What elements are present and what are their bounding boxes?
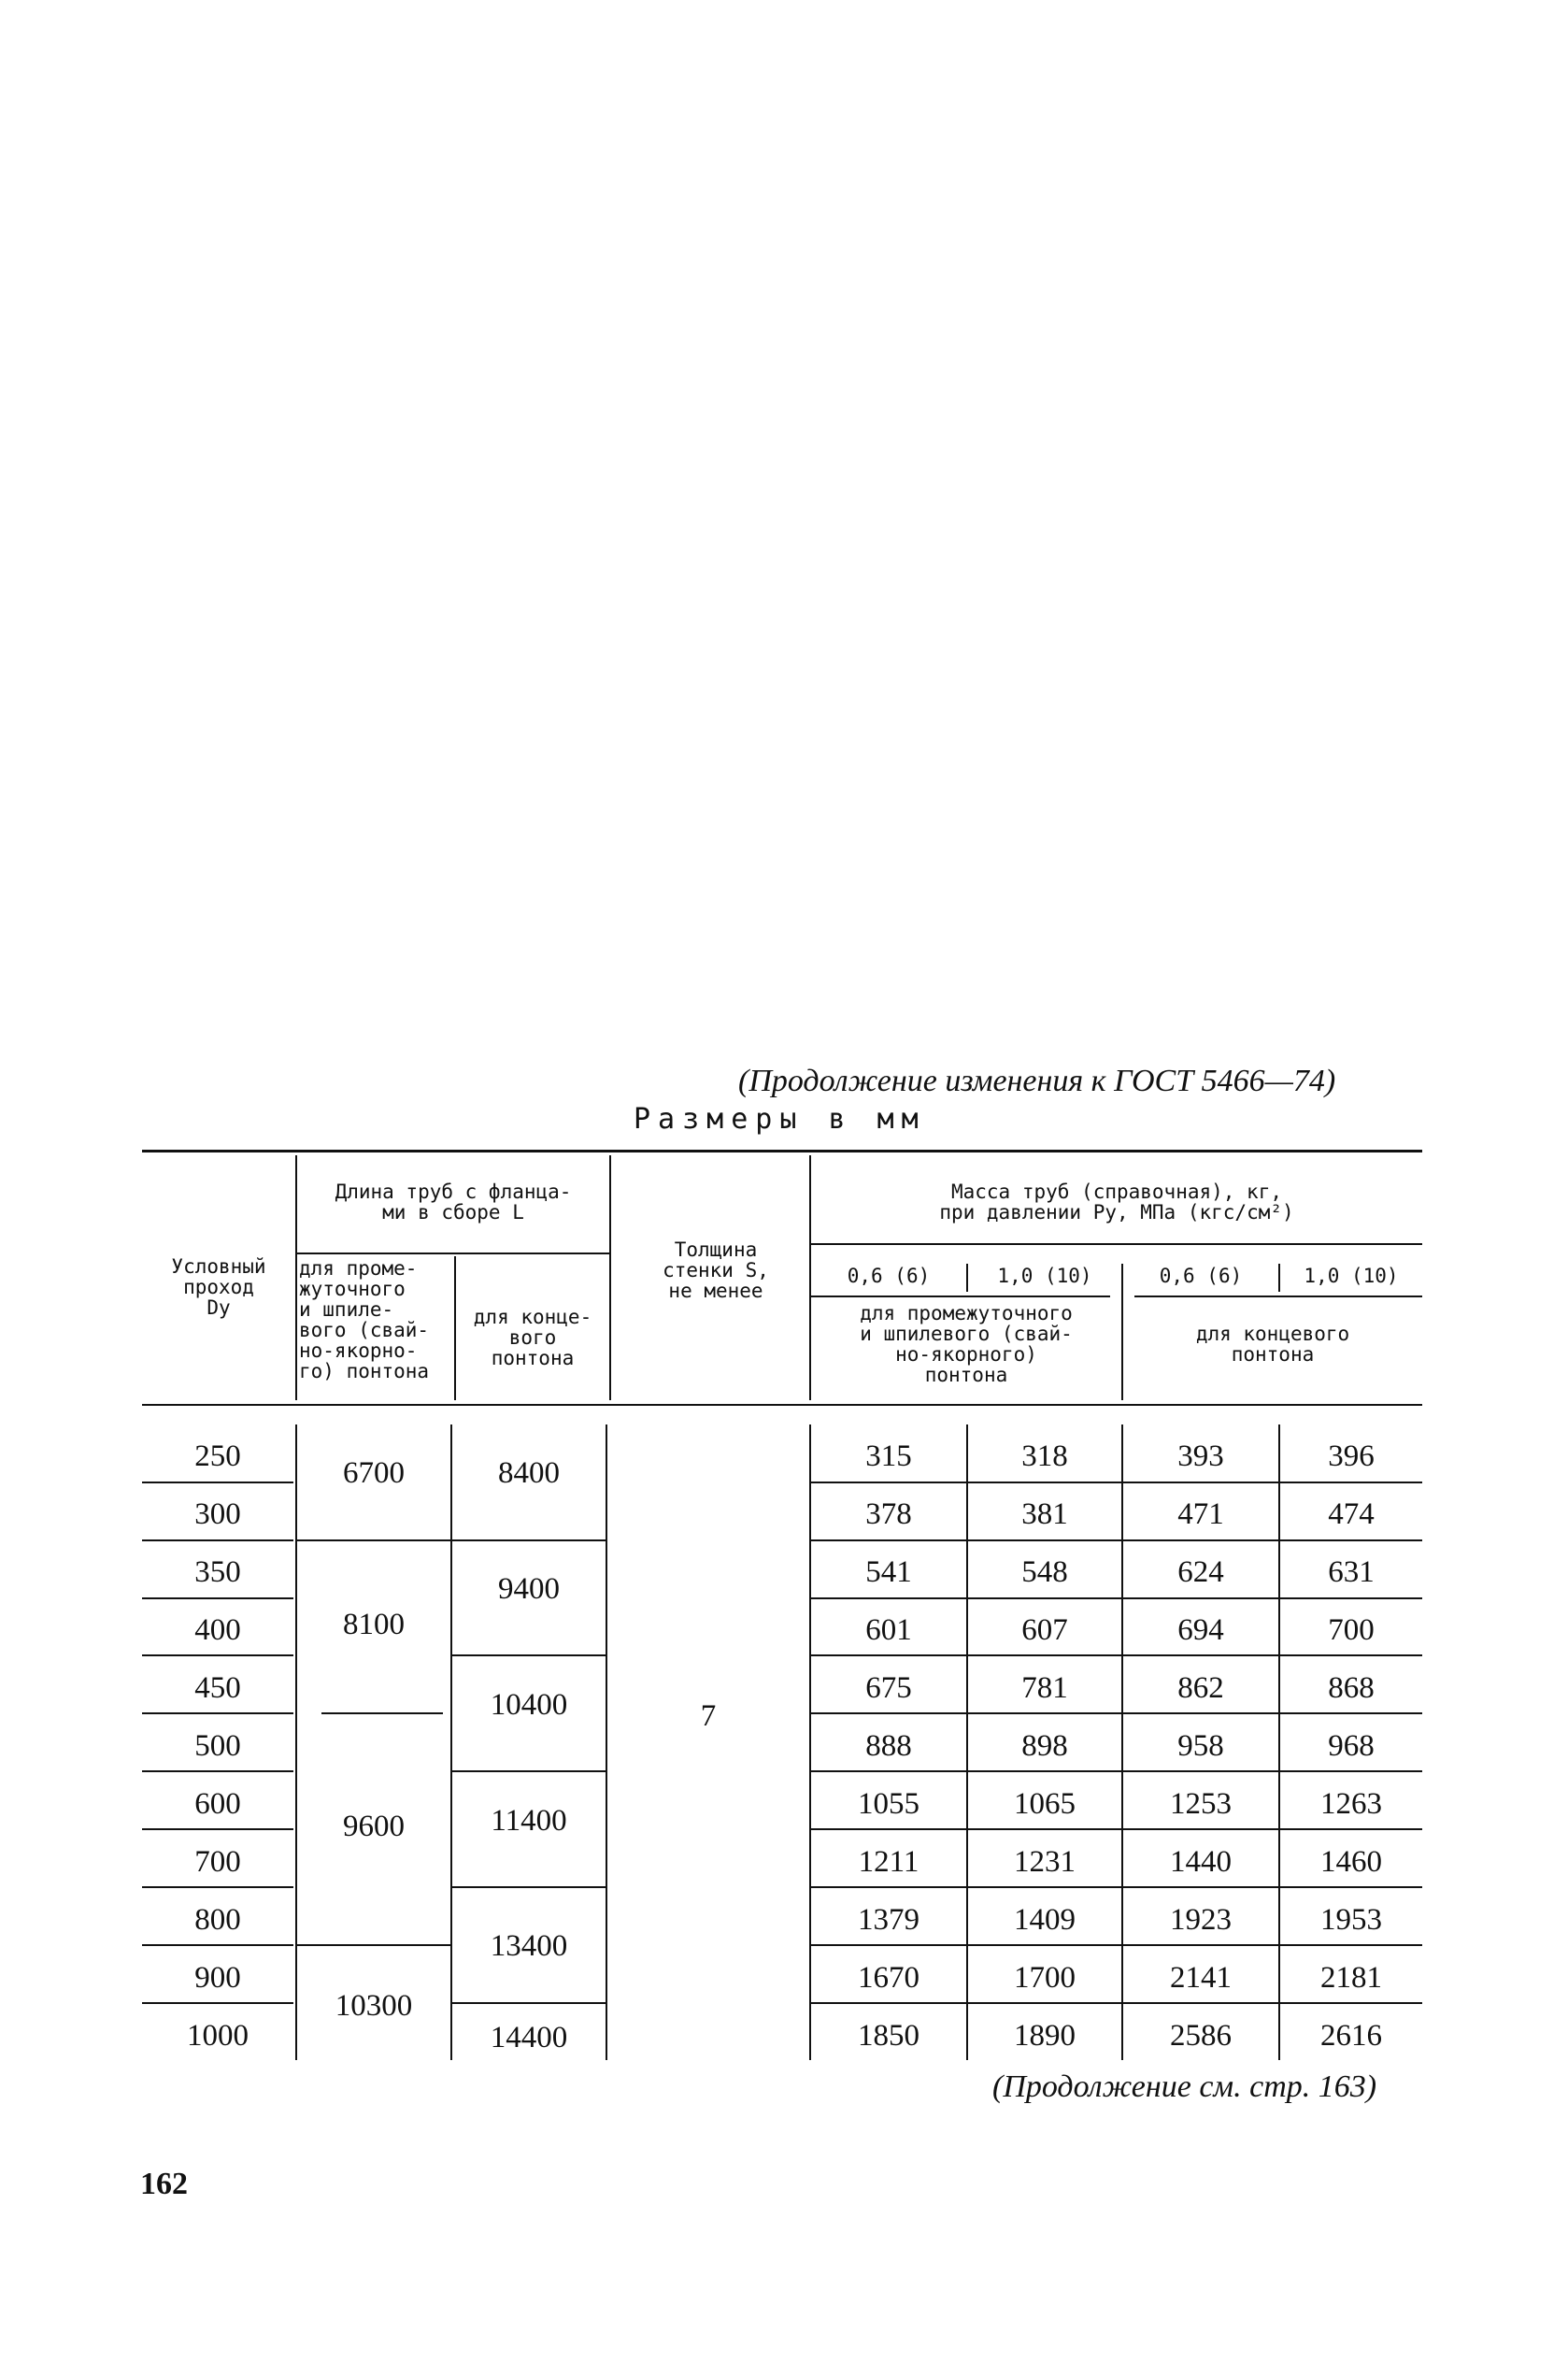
- mass-cell: 700: [1328, 1613, 1375, 1647]
- dn-cell: 700: [194, 1845, 241, 1879]
- mass-cell: 471: [1177, 1497, 1224, 1531]
- dn-cell: 250: [194, 1439, 241, 1473]
- mass-cell: 888: [865, 1729, 912, 1763]
- group-rule: [321, 1712, 443, 1714]
- mass-cell: 1065: [1014, 1787, 1076, 1821]
- row-rule: [142, 2002, 293, 2004]
- row-rule: [142, 1944, 293, 1946]
- mass-cell: 393: [1177, 1439, 1224, 1473]
- header-length-group: Длина труб с фланца- ми в сборе L: [335, 1181, 572, 1224]
- dn-cell: 400: [194, 1613, 241, 1647]
- dn-cell: 350: [194, 1555, 241, 1589]
- group-rule: [297, 1539, 450, 1541]
- header-length-end: для конце- вого понтона: [473, 1306, 592, 1369]
- row-rule: [811, 1828, 1422, 1830]
- header-pressure-10-mid: 1,0 (10): [997, 1265, 1092, 1287]
- length-end-cell: 14400: [490, 2021, 568, 2054]
- mass-cell: 601: [865, 1613, 912, 1647]
- mass-cell: 607: [1021, 1613, 1068, 1647]
- mass-cell: 1953: [1320, 1903, 1382, 1937]
- header-vline: [609, 1155, 611, 1400]
- thickness-cell: 7: [700, 1699, 717, 1733]
- body-vline: [606, 1424, 607, 2060]
- group-rule: [297, 1944, 450, 1946]
- row-rule: [142, 1654, 293, 1656]
- length-end-cell: 10400: [490, 1688, 568, 1722]
- mass-cell: 1670: [858, 1961, 919, 1995]
- mass-cell: 541: [865, 1555, 912, 1589]
- dn-cell: 450: [194, 1671, 241, 1705]
- mass-cell: 548: [1021, 1555, 1068, 1589]
- header-mass-end: для концевого понтона: [1195, 1323, 1350, 1366]
- mass-cell: 474: [1328, 1497, 1375, 1531]
- body-vline: [295, 1424, 297, 2060]
- mass-cell: 631: [1328, 1555, 1375, 1589]
- length-end-cell: 11400: [491, 1804, 567, 1838]
- row-rule: [811, 1770, 1422, 1772]
- mass-cell: 624: [1177, 1555, 1224, 1589]
- dn-cell: 300: [194, 1497, 241, 1531]
- mass-cell: 781: [1021, 1671, 1068, 1705]
- mass-cell: 1409: [1014, 1903, 1076, 1937]
- dn-cell: 500: [194, 1729, 241, 1763]
- mass-cell: 1440: [1170, 1845, 1232, 1879]
- length-end-cell: 8400: [498, 1456, 560, 1490]
- row-rule: [811, 1482, 1422, 1483]
- mass-cell: 381: [1021, 1497, 1068, 1531]
- mass-cell: 1890: [1014, 2019, 1076, 2053]
- mass-cell: 2586: [1170, 2019, 1232, 2053]
- mass-cell: 862: [1177, 1671, 1224, 1705]
- row-rule: [811, 1539, 1422, 1541]
- mass-cell: 868: [1328, 1671, 1375, 1705]
- row-rule: [811, 2002, 1422, 2004]
- row-rule: [142, 1828, 293, 1830]
- mass-cell: 1253: [1170, 1787, 1232, 1821]
- length-mid-cell: 6700: [343, 1456, 405, 1490]
- mass-cell: 1850: [858, 2019, 919, 2053]
- dn-cell: 900: [194, 1961, 241, 1995]
- row-rule: [811, 1944, 1422, 1946]
- row-rule: [142, 1539, 293, 1541]
- row-rule: [811, 1654, 1422, 1656]
- header-thickness: Толщина стенки S, не менее: [663, 1238, 769, 1302]
- mass-cell: 315: [865, 1439, 912, 1473]
- length-end-cell: 13400: [490, 1929, 568, 1963]
- header-mass-mid: для промежуточного и шпилевого (свай- но-якорного) понтона: [860, 1302, 1073, 1386]
- group-rule: [452, 1654, 606, 1656]
- mass-cell: 1263: [1320, 1787, 1382, 1821]
- mass-cell: 2141: [1170, 1961, 1232, 1995]
- header-pressure-10-end: 1,0 (10): [1304, 1265, 1399, 1287]
- length-end-cell: 9400: [498, 1572, 560, 1606]
- group-rule: [452, 2002, 606, 2004]
- caption-top: (Продолжение изменения к ГОСТ 5466—74): [738, 1064, 1336, 1098]
- mass-cell: 1460: [1320, 1845, 1382, 1879]
- page-number: 162: [140, 2167, 188, 2201]
- mass-cell: 1231: [1014, 1845, 1076, 1879]
- units-note: Размеры в мм: [634, 1103, 926, 1136]
- row-rule: [811, 1886, 1422, 1888]
- body-vline: [450, 1424, 452, 2060]
- group-rule: [452, 1539, 606, 1541]
- header-dn: Условный проход Dу: [171, 1255, 266, 1319]
- dn-cell: 600: [194, 1787, 241, 1821]
- header-length-mid: для проме- жуточного и шпиле- вого (свай- но-якорно- го) понтона: [299, 1257, 430, 1382]
- header-subrule: [811, 1296, 1110, 1297]
- header-pressure-06-end: 0,6 (6): [1159, 1265, 1243, 1287]
- mass-cell: 1379: [858, 1903, 919, 1937]
- header-subrule: [1134, 1296, 1422, 1297]
- row-rule: [142, 1886, 293, 1888]
- length-mid-cell: 8100: [343, 1608, 405, 1641]
- row-rule: [811, 1712, 1422, 1714]
- header-bottom-rule: [142, 1404, 1422, 1406]
- mass-cell: 1211: [858, 1845, 919, 1879]
- row-rule: [142, 1482, 293, 1483]
- row-rule: [142, 1597, 293, 1599]
- header-subrule: [811, 1243, 1422, 1245]
- row-rule: [142, 1712, 293, 1714]
- group-rule: [452, 1886, 606, 1888]
- mass-cell: 378: [865, 1497, 912, 1531]
- caption-bottom: (Продолжение см. стр. 163): [992, 2069, 1377, 2104]
- header-subrule: [297, 1253, 609, 1254]
- dn-cell: 1000: [187, 2019, 249, 2053]
- row-rule: [142, 1770, 293, 1772]
- header-pressure-06-mid: 0,6 (6): [847, 1265, 931, 1287]
- dn-cell: 800: [194, 1903, 241, 1937]
- header-mass-group: Масса труб (справочная), кг, при давлении Pу, МПа (кгс/см²): [939, 1181, 1294, 1224]
- table-top-rule: [142, 1150, 1422, 1152]
- mass-cell: 898: [1021, 1729, 1068, 1763]
- group-rule: [452, 1770, 606, 1772]
- mass-cell: 958: [1177, 1729, 1224, 1763]
- row-rule: [811, 1597, 1422, 1599]
- mass-cell: 318: [1021, 1439, 1068, 1473]
- mass-cell: 2616: [1320, 2019, 1382, 2053]
- mass-cell: 675: [865, 1671, 912, 1705]
- mass-cell: 396: [1328, 1439, 1375, 1473]
- mass-cell: 1700: [1014, 1961, 1076, 1995]
- mass-cell: 694: [1177, 1613, 1224, 1647]
- mass-cell: 1923: [1170, 1903, 1232, 1937]
- length-mid-cell: 10300: [335, 1989, 413, 2023]
- mass-cell: 2181: [1320, 1961, 1382, 1995]
- length-mid-cell: 9600: [343, 1810, 405, 1843]
- mass-cell: 968: [1328, 1729, 1375, 1763]
- mass-cell: 1055: [858, 1787, 919, 1821]
